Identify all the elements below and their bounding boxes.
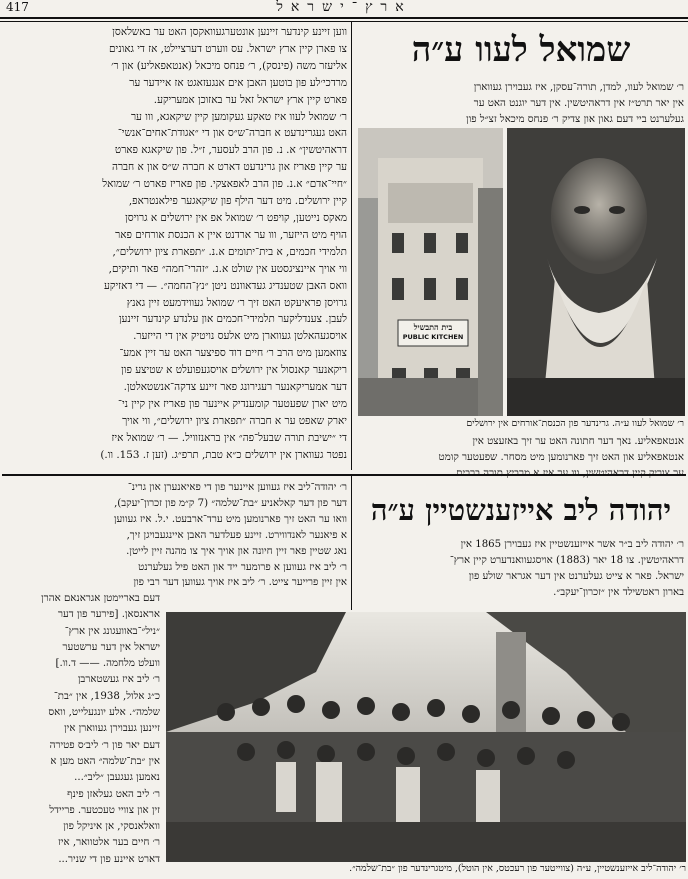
article-title: שמואל לעוו ע״ה — [411, 30, 631, 70]
article-intro-2: ר׳ יהודה ליב ב״ר אשר אייזענשטיין איז געבוירן 1865 אין דראהיטשין. צו 18 יאר (1883) אויסגעוואנדערט קיין ארץ־ ישראל. פאר א צייט געלערנט אין דער אגראר שולע פון בארון ראטשילד אין ״זכרון־יעקב״. — [449, 539, 684, 598]
building-photo — [358, 128, 503, 416]
article-intro: ר׳ שמואל לעוו, למדן, תורה־עסקן, איז געבוירן געווארן אין יאר תרט״ז אין דראהיטשין. אין דער יוגנט האט ער געלערנט ביי דעם גאון און צדיק ר׳ פנחס מיכאל זצ״ל פון — [466, 82, 684, 125]
column-divider — [351, 22, 352, 470]
column-divider-lower — [351, 476, 352, 610]
header-rule — [0, 17, 688, 19]
portrait-photo — [507, 128, 685, 416]
header-rule-thin — [0, 21, 688, 22]
article-body-2-narrow: דעם באריימטן אגראנאם אהרן אראנסאן. [פירער פון דער ״ניל״־באוועגונג אין ארץ־ ישראל אין דער ערשטער וועלט מלחמה. —— ד.וו.] ר׳ ליב איז געשטארבן כ״ג אלול, 1938, אין ״בת־ שלמה״. אלע יונגעלייט, וואס זיינען געבוירן געווארן אין דעם יאר פון ר׳ ליב׳ס פטירה אין ״בת־שלמה״ האט מען א נאמען געגעבן ״ליב״... ר׳ ליב האט געלאזן פינף זין און צוויי טעכטער. פריידל וואלאנסקי, אן איניקל פון ר׳ חיים בער אלטוואר, איז דארט איינע פון די שניר... — [41, 593, 160, 865]
group-photo — [166, 612, 686, 862]
kitchen-sign-english: PUBLIC KITCHEN — [402, 333, 464, 341]
article-body-column: ווען זיינע קינדער זיינען אונטערגעוואקסן האט ער באשלאסן צו פארן קיין ארץ ישראל. עס ווערט דערציילט, אז די גאונים אליעזר משה (פינסק), ר׳ פנחס מיכאל (אנטאפאליע) און ר׳ מרדכי׳לע פון בוטען האבן אים אנגעזאגט אז איידער ער פארט קיין ארץ ישראל זאל ער באזוכן אמעריקע. ר׳ שמואל לעוו איז טאקע געקומען קיין שיקאגא, ווו ער האט געגרינדעט א חברה־ש״ס און די ״אגודת־אחים־אנשי־ דראהיטשין״ א. נ. פון הרב לעסער, ז״ל. פון שיקאגא פארט ער קיין פאריז און גרינדעט דארט א חברה ש״ס און א חברה ״חיי־אדם״ א.נ. פון הרב לאפאצקי. פון פאריז פארט ר׳ שמואל קיין ירושלים. מיט דער הילף פון שיקאגער פילאנטראפ, מאקס נייטען, קויפט ר׳ שמואל אפ אין ירושלים א גרויסן הויף מיט הייזער, ווו ער ארדנט איין א הכנסת אורחים פאר תלמידי חכמים, א בית־יתומים א.נ. ״תפארת ציון ירושלים״, ווי אויך איינציגסטע אין שולט א.נ. ״זהרי־חמה״ פאר ותיקים, וואס האבן שטענדיג געדאוונט ניטן ״נץ־החמה״. — די דאזיקע גרויסן פראיעקט האט זיך ר׳ שמואל געווידמעט זיין גאנץ לעבן. צענדליקער תלמידי־חכמים און עלנדע קינדער זיינען אויסגעהאלטן געווארן מיט אלעס נויטיק אין די הייזער. צוזאמען מיט הרב ר׳ חיים דוד ספיצער האט ער זיין אמע־ ריקאנער קאנסול אין ירושלים אויסגעפועלט א שטיצע פון דער אמעריקאנער רעגירונג פאר זיינע צדקה־אנשטאלטן. מיט יארן שפעטער קומענדיק איינער פון פאריז אין קיין ני־ יארק שאפט ער א חברה ״תפארת ציון ירושלים״, ווי אויך די ״ישיבת תורה שבעל־פה״ אין בראנזוויל. — ר׳ שמואל איז נפטר געווארן אין ירושלים כ״א טבת, תרפ״ג. (זען ז. 153. וו.) — [100, 26, 347, 461]
article-title-2: יהודה ליב אייזענשטיין ע״ה — [370, 493, 672, 527]
article-continuation: אנטאפאליע. נאך דער חתונה האט ער זיך באזעצט אין אנטאפאליע און האט זיך פארנומען מיט מסחר. שפעטער קומט ער צוריק קיין דראהיטשין, ווו ער איז א מרביץ תורה ברבים. — [438, 436, 684, 479]
article-body-2: ר׳ יהודה־ליב איז געווען איינער פון די פאיאנערן און גרינ־ דער פון דער קאלאניע ״בת־שלמה״ (7 ק״מ פון זכרון־יעקב), וואו ער האט זיך פארנומען מיט ערד־ארבעט. י.ל. איז געווען א פיאנער לאנדווירט. זיינע פעלדער האבן איינגעבויגן זיך, נאג שטיין פאר זיין חיונה און אויך איך צו מהנה זיין לייטן. ר׳ ליב איז געווען א פרומער ייד און האט פיל געלערנט אין זיין פרייער צייט. ר׳ ליב איז אויך געווען דער רבי פון — [113, 482, 347, 589]
page-number: 417 — [6, 0, 29, 14]
kitchen-sign-hebrew: בית התבשיל — [413, 322, 453, 332]
article-divider — [2, 474, 686, 476]
group-photo-caption: ר׳ יהודה־ליב אייזענשטיין, ע״ה (צווייטער פון רעכטס, אין הוטל), מיטגרינדער פון ״בת־שלמה״. — [349, 863, 686, 874]
running-title: ארץ־ישראל — [276, 0, 412, 15]
portrait-caption: ר׳ שמואל לעוו ע״ה. גרינדער פון הכנסת־אורחים אין ירושלים — [466, 418, 684, 429]
